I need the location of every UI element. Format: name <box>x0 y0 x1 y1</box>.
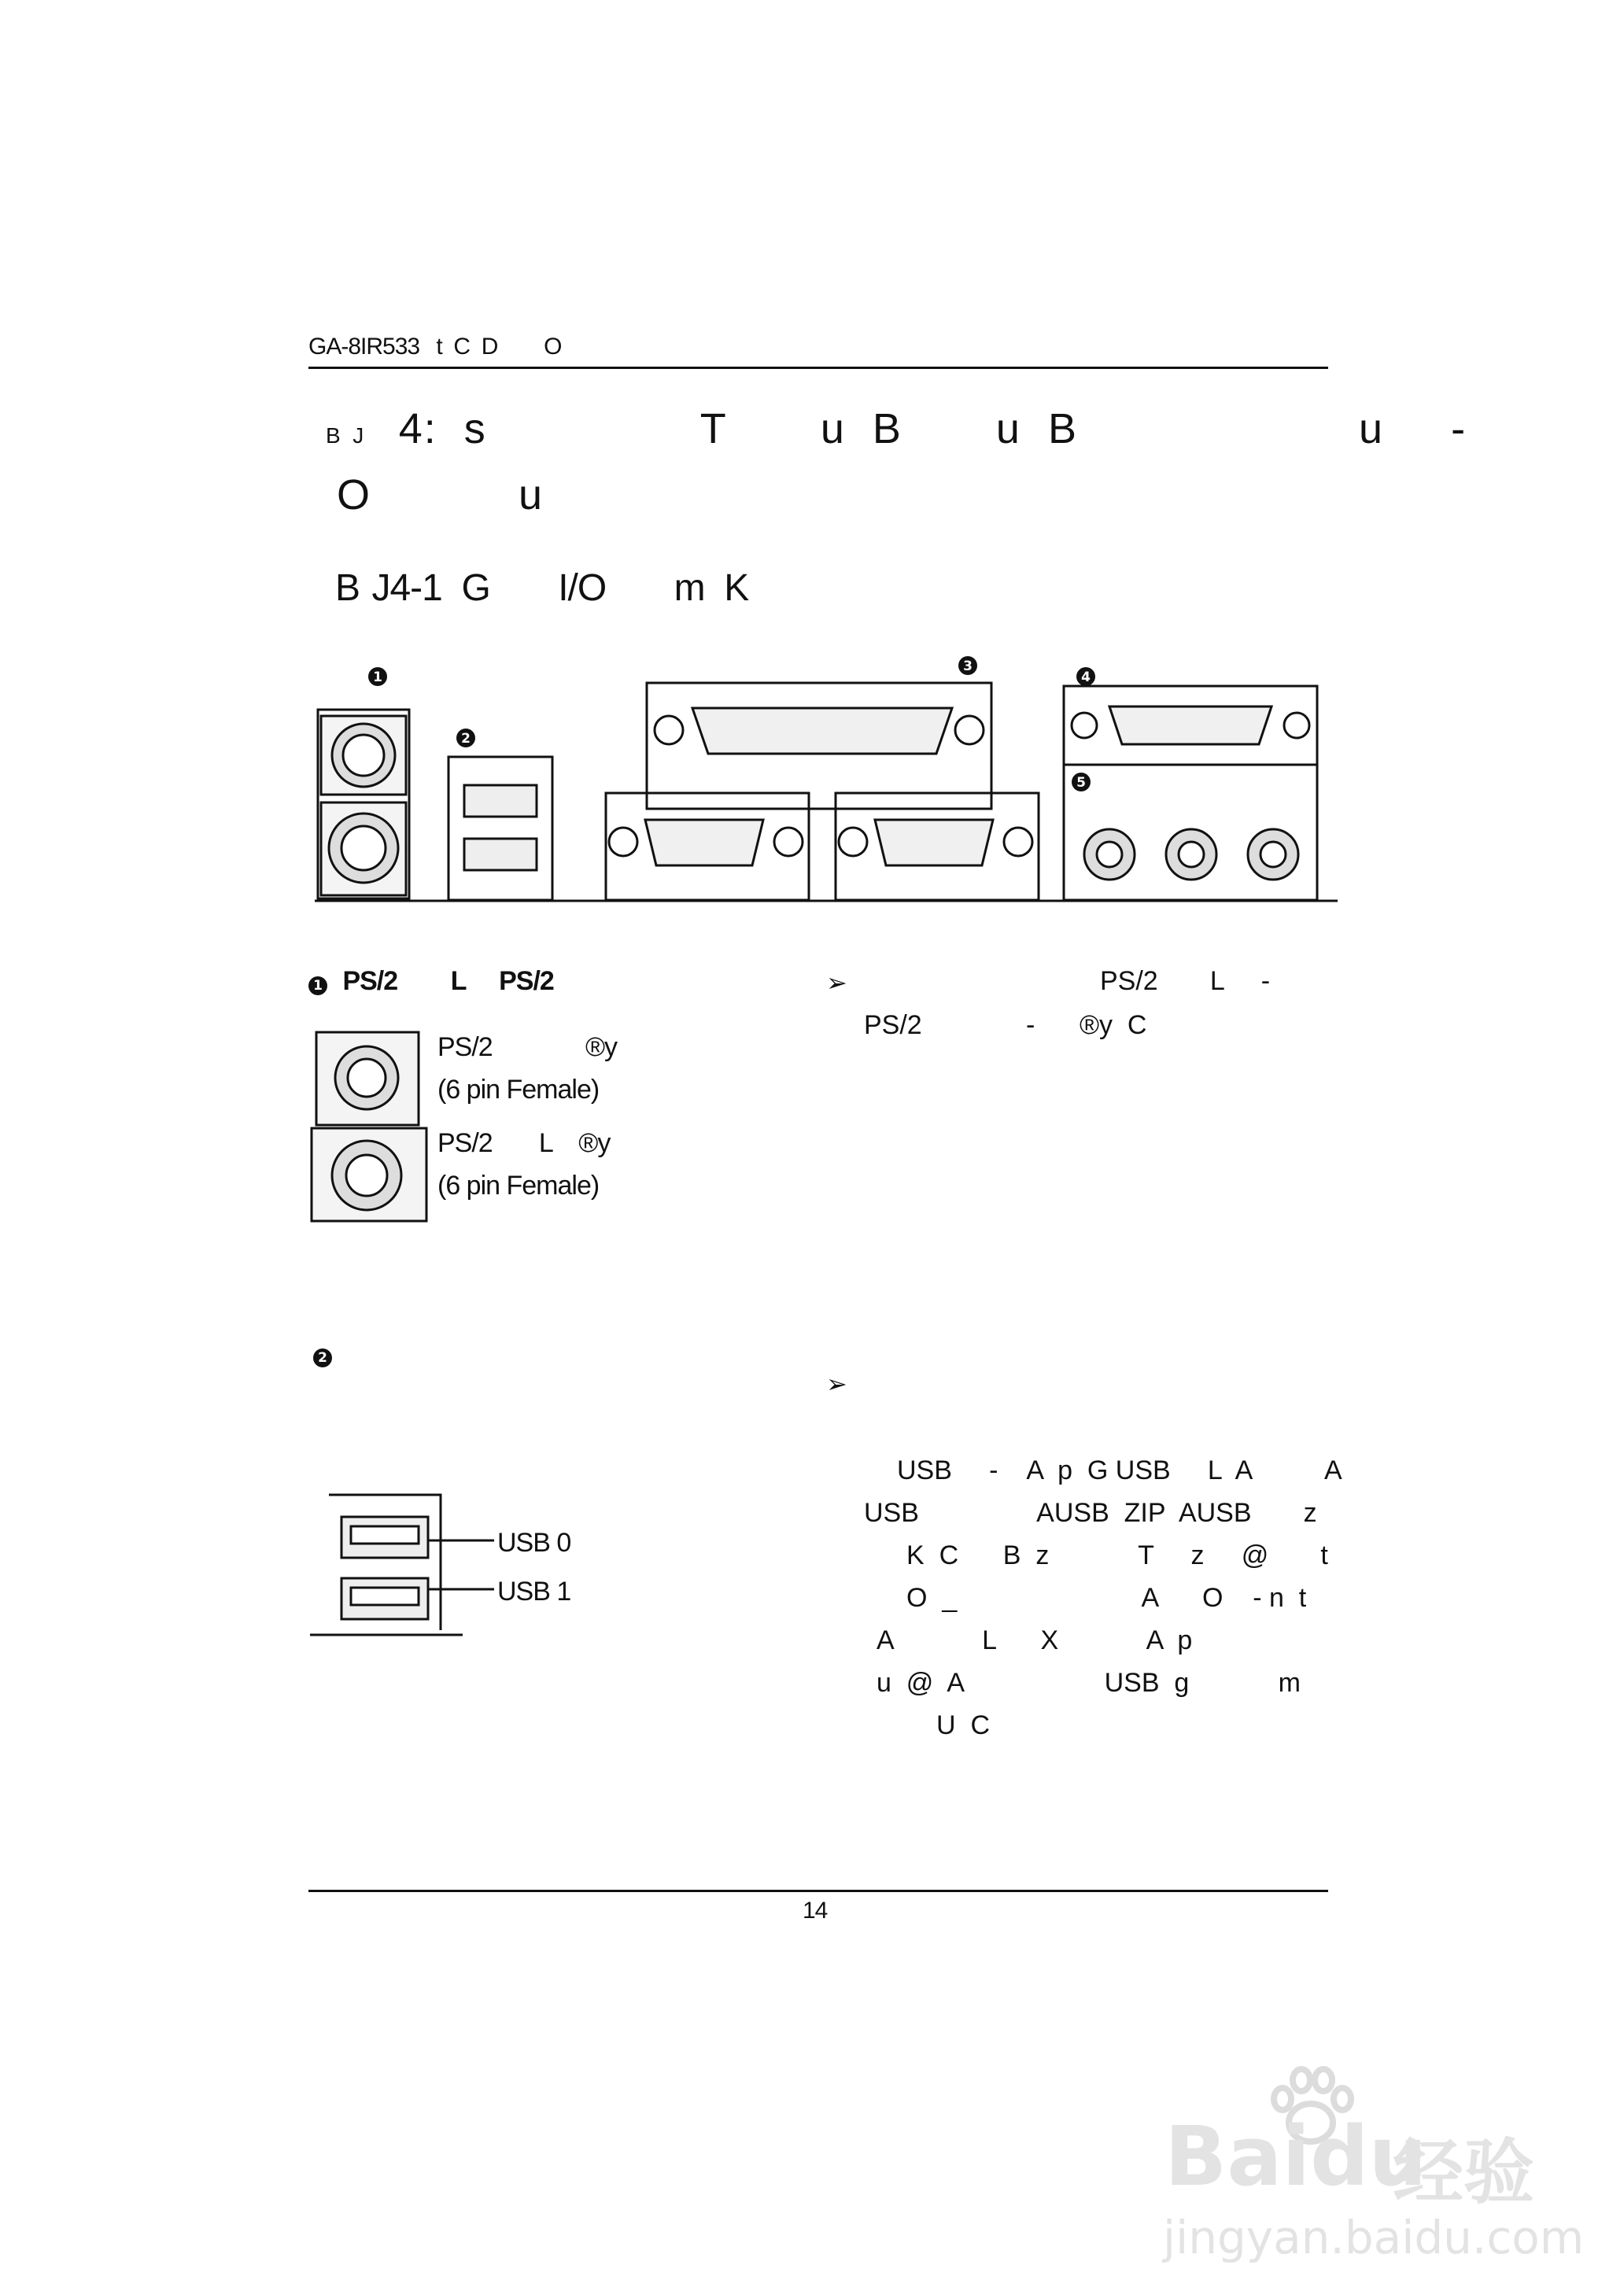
title-line1: 4: s T u B u B u - <box>398 405 1467 452</box>
header-model: GA-8IR533 <box>308 334 420 360</box>
title-line2: O u <box>337 471 544 518</box>
ps2-keyboard-sub: (6 pin Female) <box>437 1075 600 1105</box>
header-rule <box>308 367 1328 369</box>
title-prefix: B J <box>326 423 364 448</box>
back-panel-diagram <box>307 653 1345 913</box>
usb-port-1-label: USB 1 <box>497 1577 571 1607</box>
watermark-cn: 经验 <box>1393 2131 1534 2214</box>
ps2-heading: PS/2 L PS/2 <box>342 966 554 996</box>
usb-para-line-5: A L X A p <box>877 1625 1193 1655</box>
usb-note-arrow: ➢ <box>826 1369 847 1399</box>
page-number: 14 <box>803 1898 828 1924</box>
ps2-heading-row <box>308 966 554 997</box>
running-header <box>308 334 561 360</box>
chapter-title <box>326 404 1467 453</box>
usb-para-line-3: K C B z T z @ t <box>906 1540 1328 1570</box>
footer-rule <box>308 1890 1328 1892</box>
section-prefix: B <box>335 567 361 609</box>
header-title: t C D O <box>436 334 562 360</box>
usb-connector-image <box>308 1492 592 1641</box>
marker-4-label: 4 <box>1081 670 1091 685</box>
marker-5-label: 5 <box>1076 775 1086 791</box>
ps2-mouse-label: PS/2 L ®y <box>437 1128 611 1158</box>
usb-para-line-1: USB - A p G USB L A A <box>897 1455 1342 1485</box>
ps2-connector-image <box>310 1027 433 1224</box>
section-title: J4-1 G I/O m K <box>371 567 749 609</box>
watermark-brand-part1: Bai <box>1164 2108 1311 2204</box>
usb-port-0-label: USB 0 <box>497 1528 571 1558</box>
ps2-mouse-sub: (6 pin Female) <box>437 1171 600 1201</box>
marker-2-label: 2 <box>461 731 471 747</box>
marker-3-label: 3 <box>963 659 973 674</box>
usb-number: 2 <box>313 1348 332 1367</box>
usb-heading-row <box>313 1348 332 1367</box>
ps2-note-arrow: ➢ <box>826 968 847 998</box>
ps2-note-line2: PS/2 - ®y C <box>864 1010 1147 1040</box>
ps2-keyboard-label: PS/2 ®y <box>437 1032 618 1062</box>
usb-para-line-4: O _ A O - n t <box>906 1583 1307 1613</box>
watermark-brand-part2: du <box>1310 2108 1427 2204</box>
watermark-url: jingyan.baidu.com <box>1163 2211 1585 2264</box>
usb-para-line-7: U C <box>936 1710 990 1740</box>
usb-para-line-6: u @ A USB g m <box>877 1668 1301 1698</box>
marker-1-label: 1 <box>373 670 382 685</box>
section-heading <box>335 566 748 610</box>
watermark-brand <box>1164 2108 1427 2204</box>
ps2-number: 1 <box>308 976 327 995</box>
ps2-note-line1: PS/2 L - <box>1100 966 1271 996</box>
usb-para-line-2: USB AUSB ZIP AUSB z <box>864 1498 1317 1528</box>
